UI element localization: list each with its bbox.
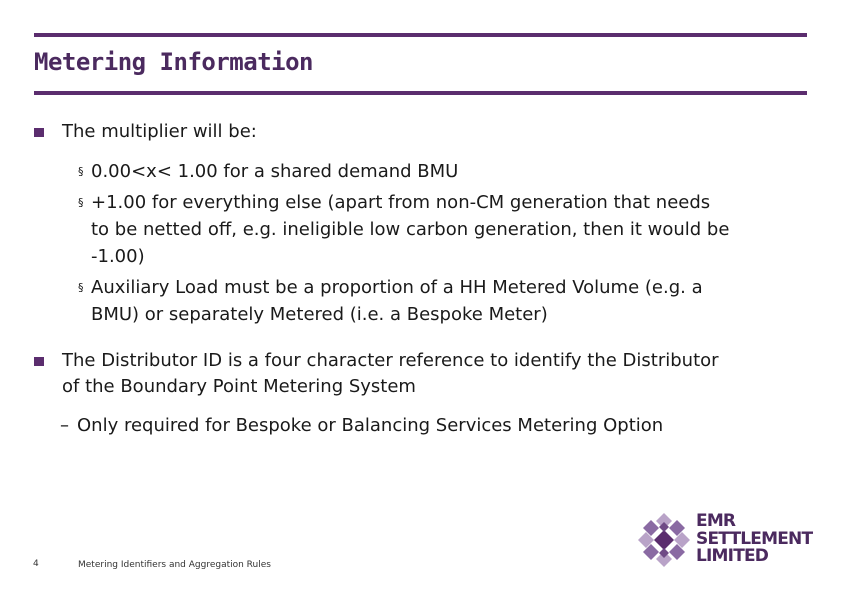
emr-settlement-logo (638, 513, 818, 571)
sub-bullet-line: to be netted off, e.g. ineligible low carbon generation, then it would be (91, 219, 730, 240)
slide-title: Metering Information (34, 48, 313, 76)
sub-bullet-line: BMU) or separately Metered (i.e. a Bespoke Meter) (91, 304, 548, 325)
page-number: 4 (33, 559, 39, 569)
bullet-multiplier (34, 119, 257, 145)
sub-bullet-line: Only required for Bespoke or Balancing Services Metering Option (77, 415, 664, 436)
section-bullet-icon: § (78, 196, 84, 209)
sub-bullet-line: -1.00) (91, 246, 145, 267)
logo-line-3: LIMITED (696, 546, 769, 566)
bullet-text-line: The Distributor ID is a four character reference to identify the Distributor (62, 350, 719, 371)
square-bullet-icon (34, 357, 44, 366)
bullet-text-line: of the Boundary Point Metering System (62, 376, 416, 397)
dash-bullet-icon: – (60, 415, 69, 436)
sub-bullet-line: Auxiliary Load must be a proportion of a HH Metered Volume (e.g. a (91, 277, 703, 298)
logo-line-2: SETTLEMENT (696, 528, 813, 549)
sub-bullet-line: 0.00<x< 1.00 for a shared demand BMU (91, 161, 459, 182)
logo-wordmark (696, 513, 812, 566)
section-bullet-icon: § (78, 281, 84, 294)
header-top-rule (34, 33, 807, 37)
footer-text: Metering Identifiers and Aggregation Rules (78, 560, 271, 570)
sub-bullet-auxiliary-load (78, 274, 703, 328)
sub-bullet-only-required (60, 412, 663, 439)
sub-bullet-line: +1.00 for everything else (apart from non-CM generation that needs (91, 192, 711, 213)
logo-mark-icon (638, 513, 690, 567)
bullet-distributor-id (34, 348, 719, 400)
header-bottom-rule (34, 91, 807, 95)
logo-line-1: EMR (696, 511, 736, 531)
section-bullet-icon: § (78, 165, 84, 178)
sub-bullet-everything-else (78, 189, 729, 270)
bullet-text: The multiplier will be: (62, 121, 257, 142)
sub-bullet-shared-demand (78, 158, 458, 185)
square-bullet-icon (34, 128, 44, 137)
